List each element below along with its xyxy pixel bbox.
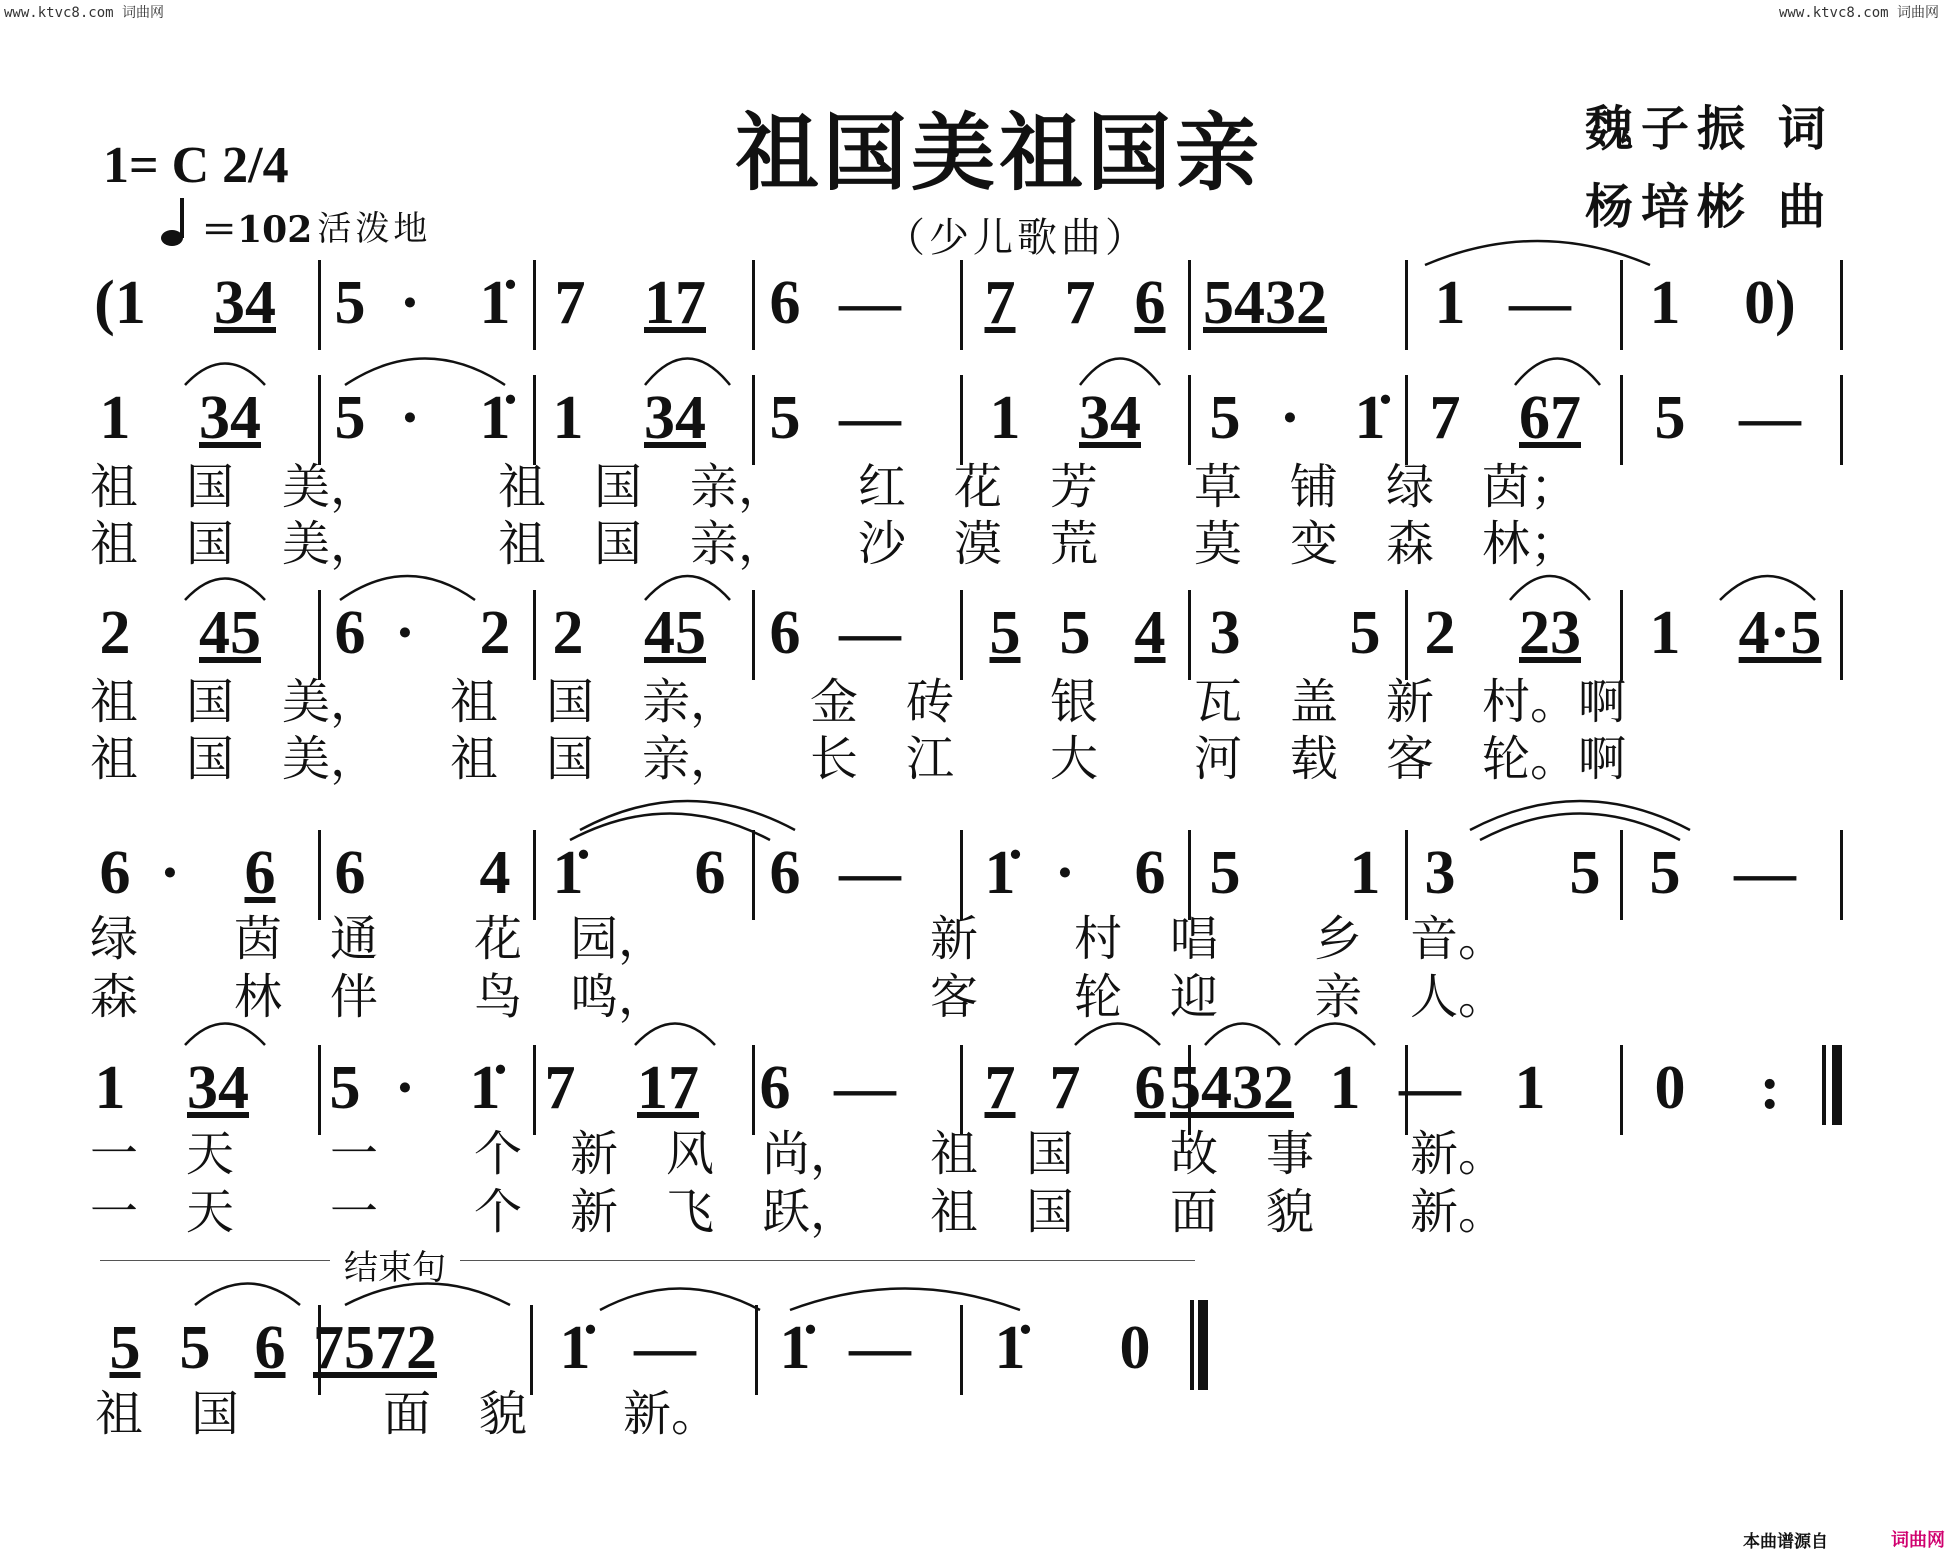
note: 5 xyxy=(109,1314,141,1382)
augmentation-dot: · xyxy=(399,269,421,337)
key-signature: 1= C 2/4 xyxy=(103,137,289,194)
slur-arc xyxy=(1470,801,1690,830)
tempo-text: 活泼地 xyxy=(317,209,432,249)
dash-extension: — xyxy=(634,1314,696,1382)
dash-extension: — xyxy=(839,839,901,907)
slur-arc xyxy=(580,801,795,830)
bar-line xyxy=(318,590,321,680)
bar-line xyxy=(533,830,536,920)
bar-line xyxy=(1620,1045,1623,1135)
note: 1 xyxy=(1329,1054,1361,1122)
note: 5432 xyxy=(1170,1054,1294,1122)
bar-line xyxy=(1188,590,1191,680)
bar-line xyxy=(1188,830,1191,920)
lyric-line xyxy=(0,515,1945,575)
bar-line xyxy=(960,1305,963,1395)
bar-line xyxy=(318,830,321,920)
lyricist-credit: 魏子振 词 xyxy=(1585,101,1834,157)
augmentation-dot: · xyxy=(394,599,416,667)
bar-line xyxy=(752,260,755,350)
note: 2 xyxy=(99,599,131,667)
bar-line xyxy=(1620,590,1623,680)
note: 6 xyxy=(99,839,131,907)
note: 6 xyxy=(769,269,801,337)
note: 4 xyxy=(479,839,511,907)
note: 6 xyxy=(769,839,801,907)
dash-extension: — xyxy=(1399,1054,1461,1122)
note: 1 xyxy=(1649,269,1681,337)
note: 0 xyxy=(1119,1314,1151,1382)
lyric-text: 一 天 一 个 新 飞 跃， 祖 国 面 貌 新。 xyxy=(90,1184,1507,1240)
dash-extension: — xyxy=(839,599,901,667)
bar-line xyxy=(752,590,755,680)
dash-extension: — xyxy=(1734,839,1796,907)
lyric-line xyxy=(0,968,1945,1028)
song-subtitle: （少儿歌曲） xyxy=(885,215,1149,261)
note: 5 xyxy=(769,384,801,452)
note: (1 xyxy=(94,269,146,337)
note: 1 xyxy=(989,384,1021,452)
note: 1̇ xyxy=(469,1054,501,1122)
dash-extension: — xyxy=(834,1054,896,1122)
note: 0 xyxy=(1654,1054,1686,1122)
lyric-line xyxy=(0,1183,1945,1243)
bar-line xyxy=(960,375,963,465)
note: 1 xyxy=(1649,599,1681,667)
note: 2 xyxy=(552,599,584,667)
bar-line xyxy=(1405,260,1408,350)
note: 6 xyxy=(694,839,726,907)
note: 7 xyxy=(1064,269,1096,337)
lyric-line xyxy=(0,1125,1945,1185)
bar-line xyxy=(960,590,963,680)
dash-extension: — xyxy=(1509,269,1571,337)
note: 7 xyxy=(984,1054,1016,1122)
note: 1̇ xyxy=(994,1314,1026,1382)
note: 34 xyxy=(644,384,706,452)
ending-bracket-line xyxy=(100,1260,1195,1261)
dash-extension: — xyxy=(849,1314,911,1382)
lyric-text: 祖 国 美， 祖 国 亲， 沙 漠 荒 莫 变 森 林； xyxy=(90,516,1579,572)
bar-line xyxy=(1188,260,1191,350)
note: 6 xyxy=(1134,269,1166,337)
lyric-text: 祖 国 美， 祖 国 亲， 红 花 芳 草 铺 绿 茵； xyxy=(90,459,1579,515)
note: 7572 xyxy=(313,1314,437,1382)
note: 1̇ xyxy=(479,269,511,337)
note: 6 xyxy=(334,839,366,907)
bar-line xyxy=(318,260,321,350)
bar-line xyxy=(1840,375,1843,465)
note: 1 xyxy=(1434,269,1466,337)
note: 5 xyxy=(334,269,366,337)
final-thick-bar xyxy=(1198,1300,1208,1390)
note: 1̇ xyxy=(479,384,511,452)
bar-line xyxy=(1405,1045,1408,1135)
note: 7 xyxy=(544,1054,576,1122)
note: 1̇ xyxy=(779,1314,811,1382)
note: 5 xyxy=(1569,839,1601,907)
bar-line xyxy=(533,260,536,350)
lyric-text: 一 天 一 个 新 风 尚， 祖 国 故 事 新。 xyxy=(90,1126,1507,1182)
note: 1̇ xyxy=(559,1314,591,1382)
watermark-right: www.ktvc8.com 词曲网 xyxy=(1778,5,1939,21)
dash-extension: — xyxy=(839,269,901,337)
ending-lyric-line xyxy=(0,1385,1945,1445)
note: 2 xyxy=(479,599,511,667)
lyric-line xyxy=(0,458,1945,518)
note: 7 xyxy=(1049,1054,1081,1122)
bar-line xyxy=(752,1045,755,1135)
bar-line xyxy=(960,1045,963,1135)
lyric-text: 祖 国 面 貌 新。 xyxy=(95,1386,720,1442)
bar-line xyxy=(1405,830,1408,920)
note: 45 xyxy=(644,599,706,667)
note: 5 xyxy=(1349,599,1381,667)
bar-line xyxy=(318,375,321,465)
note: 1 xyxy=(1349,839,1381,907)
footer-source: 本曲谱源自 xyxy=(1743,1532,1828,1552)
note: 34 xyxy=(199,384,261,452)
note: 5 xyxy=(1654,384,1686,452)
bar-line xyxy=(533,590,536,680)
note: 5 xyxy=(329,1054,361,1122)
composer-credit: 杨培彬 曲 xyxy=(1585,179,1834,235)
note: 1 xyxy=(94,1054,126,1122)
bar-line xyxy=(318,1045,321,1135)
augmentation-dot: · xyxy=(1054,839,1076,907)
lyric-text: 祖 国 美， 祖 国 亲， 长 江 大 河 载 客 轮。啊 xyxy=(90,731,1627,787)
lyric-line xyxy=(0,910,1945,970)
lyric-line xyxy=(0,730,1945,790)
bar-line xyxy=(1840,590,1843,680)
lyric-text: 祖 国 美， 祖 国 亲， 金 砖 银 瓦 盖 新 村。啊 xyxy=(90,674,1627,730)
note: 1̇ xyxy=(984,839,1016,907)
note: 4 xyxy=(1134,599,1166,667)
note: 23 xyxy=(1519,599,1581,667)
dash-extension: — xyxy=(839,384,901,452)
note: 7 xyxy=(984,269,1016,337)
note: 0) xyxy=(1744,269,1796,337)
note: 5 xyxy=(1059,599,1091,667)
note: 7 xyxy=(554,269,586,337)
bar-line xyxy=(1620,375,1623,465)
bar-line xyxy=(752,375,755,465)
repeat-thick-bar xyxy=(1832,1045,1842,1125)
augmentation-dot: · xyxy=(399,384,421,452)
ending-label: 结束句 xyxy=(330,1240,460,1289)
tempo-value: ＝102 xyxy=(201,209,313,251)
note: 7 xyxy=(1429,384,1461,452)
final-thin-bar xyxy=(1190,1300,1194,1390)
note: 5 xyxy=(179,1314,211,1382)
note: 17 xyxy=(644,269,706,337)
bar-line xyxy=(1620,830,1623,920)
dash-extension: — xyxy=(1739,384,1801,452)
footer-brand: 词曲网 xyxy=(1891,1530,1945,1551)
note: 6 xyxy=(254,1314,286,1382)
note: 34 xyxy=(187,1054,249,1122)
bar-line xyxy=(960,830,963,920)
slur-arc xyxy=(195,1284,300,1306)
augmentation-dot: · xyxy=(394,1054,416,1122)
note: 5 xyxy=(1209,384,1241,452)
note: 1̇ xyxy=(1354,384,1386,452)
bar-line xyxy=(1188,375,1191,465)
note: 6 xyxy=(1134,1054,1166,1122)
note: 3 xyxy=(1424,839,1456,907)
note: 6 xyxy=(759,1054,791,1122)
bar-line xyxy=(533,375,536,465)
bar-line xyxy=(1840,830,1843,920)
watermark-left: www.ktvc8.com 词曲网 xyxy=(4,5,165,21)
bar-line xyxy=(1405,590,1408,680)
repeat-thin-bar xyxy=(1822,1045,1826,1125)
note: 6 xyxy=(769,599,801,667)
quarter-note-icon xyxy=(160,196,196,250)
augmentation-dot: · xyxy=(1279,384,1301,452)
note: 5 xyxy=(989,599,1021,667)
lyric-text: 绿 茵 通 花 园， 新 村 唱 乡 音。 xyxy=(90,911,1507,967)
note: 17 xyxy=(637,1054,699,1122)
note: 1 xyxy=(552,384,584,452)
bar-line xyxy=(1620,260,1623,350)
augmentation-dot: · xyxy=(159,839,181,907)
note: 1 xyxy=(1514,1054,1546,1122)
note: 5432 xyxy=(1203,269,1327,337)
bar-line xyxy=(752,830,755,920)
note: 2 xyxy=(1424,599,1456,667)
bar-line xyxy=(1840,260,1843,350)
bar-line xyxy=(318,1305,321,1395)
note: : xyxy=(1759,1054,1781,1122)
note: 34 xyxy=(1079,384,1141,452)
song-title: 祖国美祖国亲 xyxy=(735,103,1264,202)
note: 6 xyxy=(244,839,276,907)
note: 67 xyxy=(1519,384,1581,452)
bar-line xyxy=(1188,1045,1191,1135)
note: 3 xyxy=(1209,599,1241,667)
bar-line xyxy=(530,1305,533,1395)
bar-line xyxy=(533,1045,536,1135)
note: 4·5 xyxy=(1738,599,1822,667)
note: 1 xyxy=(99,384,131,452)
note: 5 xyxy=(1649,839,1681,907)
note: 6 xyxy=(1134,839,1166,907)
note: 5 xyxy=(1209,839,1241,907)
note: 1̇ xyxy=(552,839,584,907)
tempo-marking xyxy=(160,196,432,251)
bar-line xyxy=(1405,375,1408,465)
note: 5 xyxy=(334,384,366,452)
lyric-line xyxy=(0,673,1945,733)
notation-row xyxy=(0,260,1945,360)
bar-line xyxy=(960,260,963,350)
note: 45 xyxy=(199,599,261,667)
note: 34 xyxy=(214,269,276,337)
bar-line xyxy=(755,1305,758,1395)
lyric-text: 森 林 伴 鸟 鸣， 客 轮 迎 亲 人。 xyxy=(90,969,1507,1025)
note: 6 xyxy=(334,599,366,667)
